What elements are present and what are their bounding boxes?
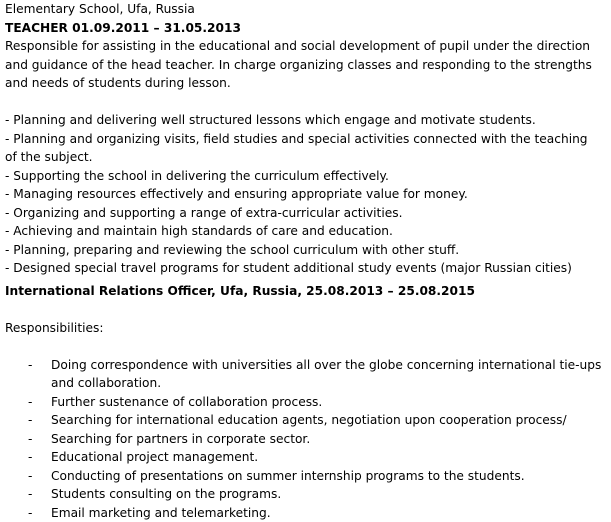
resume-document (5, 0, 605, 522)
responsibilities-list (5, 356, 605, 522)
list-item-text: Email marketing and telemarketing. (51, 505, 271, 520)
list-item (5, 356, 603, 393)
dash-marker: - (28, 413, 33, 427)
list-item-text: Conducting of presentations on summer internship programs to the students. (51, 468, 525, 483)
teacher-summary: Responsible for assisting in the educational and social development of pupil under the direction and guidance of the head teacher. In charge organizing classes and responding to the strengths and needs of students during lesson. (5, 39, 592, 90)
list-item-text: Students consulting on the programs. (51, 487, 282, 501)
list-item (5, 467, 603, 486)
school-line: Elementary School, Ufa, Russia (5, 2, 195, 16)
teacher-duty: - Organizing and supporting a range of extra-curricular activities. (5, 205, 403, 220)
teacher-duty: - Planning and organizing visits, field studies and special activities connected with the teaching (5, 131, 588, 146)
teacher-duty: - Achieving and maintain high standards of care and education. (5, 224, 393, 238)
responsibilities-label: Responsibilities: (5, 320, 104, 335)
dash-marker: - (28, 431, 33, 446)
list-item-text: Educational project management. (51, 450, 259, 464)
list-item (5, 448, 603, 467)
dash-marker: - (28, 450, 33, 464)
list-item (5, 430, 603, 449)
dash-marker: - (28, 357, 33, 372)
list-item-text: Searching for partners in corporate sector. (51, 431, 311, 446)
list-item (5, 393, 603, 412)
dash-marker: - (28, 394, 33, 409)
spacer (5, 93, 605, 112)
teacher-duty: of the subject. (5, 150, 93, 164)
dash-marker: - (28, 468, 33, 483)
spacer (5, 337, 605, 356)
teacher-heading: TEACHER 01.09.2011 – 31.05.2013 (5, 20, 241, 35)
teacher-duty: - Supporting the school in delivering the curriculum effectively. (5, 168, 389, 183)
list-item-text: Searching for international education agents, negotiation upon cooperation process/ (51, 413, 567, 427)
dash-marker: - (28, 487, 33, 501)
teacher-duty: - Managing resources effectively and ensuring appropriate value for money. (5, 187, 468, 201)
spacer (5, 300, 605, 319)
list-item-text: Further sustenance of collaboration process. (51, 394, 323, 409)
teacher-duty: - Designed special travel programs for student additional study events (major Russian cities) (5, 261, 572, 275)
dash-marker: - (28, 505, 33, 520)
iro-heading: International Relations Officer, Ufa, Russia, 25.08.2013 – 25.08.2015 (5, 283, 475, 298)
list-item (5, 485, 603, 504)
list-item-text: Doing correspondence with universities all over the globe concerning international tie-ups and collaboration. (51, 357, 602, 390)
list-item (5, 411, 603, 430)
teacher-duty: - Planning, preparing and reviewing the school curriculum with other stuff. (5, 242, 460, 257)
teacher-duty: - Planning and delivering well structured lessons which engage and motivate students. (5, 113, 536, 127)
list-item (5, 504, 603, 522)
